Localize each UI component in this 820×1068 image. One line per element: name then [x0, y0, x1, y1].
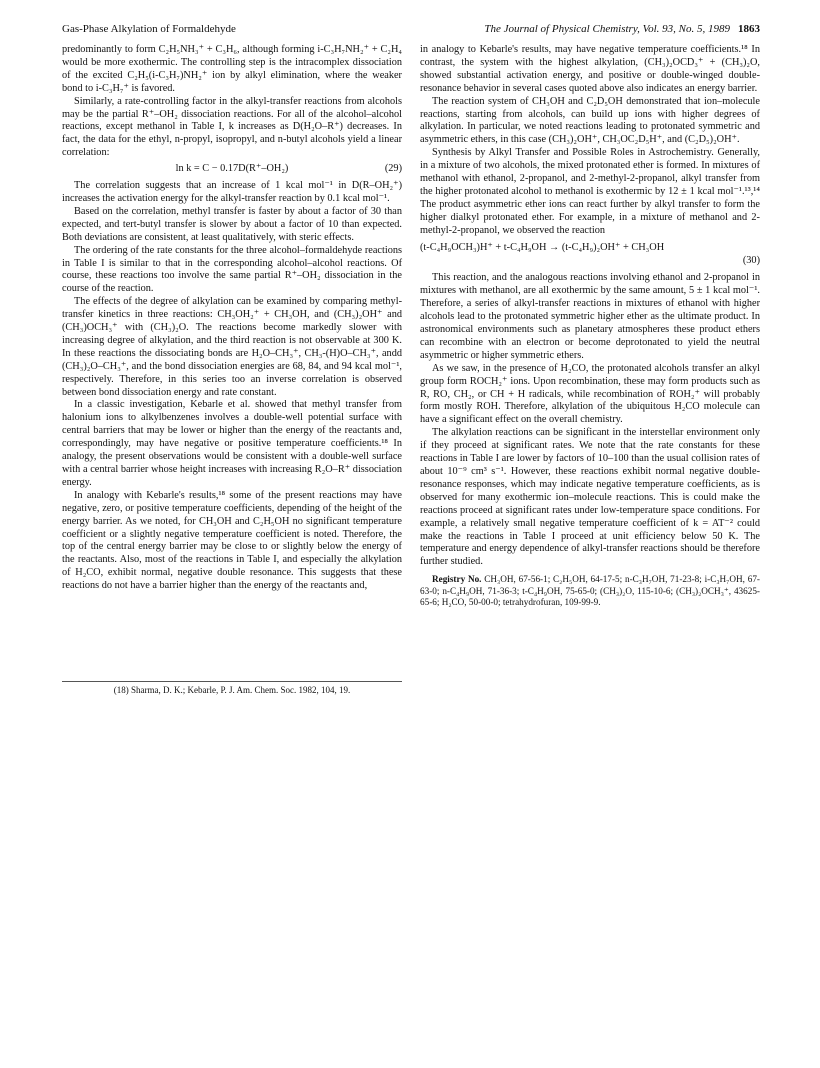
paragraph: The effects of the degree of alkylation can be examined by comparing methyl-transfer kinetics in three reactions: CH₃OH₂⁺ + CH₃OH, and (CH₃)₂OH⁺ and (CH₃)OCH₃⁺ with (CH₃)₂O. The reactions become markedly slower with increasing degree of alkylation, and the third reaction is not observable at 300 K. In these reactions the dissociating bonds are H₂O–CH₃⁺, CH₃-(H)O–CH₃⁺, andd (CH₃)₂O–CH₃⁺, and the bond dissociation energies are 68, 84, and 94 kcal mol⁻¹, respectively. Therefore, in this series too an inverse correlation is observed between bond dissociation energy and rate constant.: [62, 296, 402, 398]
paragraph: This reaction, and the analogous reactions involving ethanol and 2-propanol in mixtures with methanol, are all exothermic by the same amount, 5 ± 1 kcal mol⁻¹. Therefore, a series of alkyl-transfer reactions in mixtures of ethanol with higher alcohols lead to the protonated symmetric higher ether as the ultimate product. In astronomical environments such as planetary atmospheres these product ethers can recombine with an electron or become deprotonated to yield the neutral asymmetric or higher symmetric ethers.: [420, 272, 760, 361]
registry-numbers: [420, 574, 760, 609]
running-title: Gas-Phase Alkylation of Formaldehyde: [62, 23, 236, 35]
journal-citation: [484, 22, 760, 36]
paragraph: The correlation suggests that an increase of 1 kcal mol⁻¹ in D(R–OH₂⁺) increases the activation energy for the alkyl-transfer reaction by 0.1 kcal mol⁻¹.: [62, 180, 402, 204]
registry-label: Registry No.: [432, 574, 482, 585]
footnote-divider: [62, 681, 402, 682]
registry-text: CH₃OH, 67-56-1; C₂H₅OH, 64-17-5; n-C₃H₇OH, 71-23-8; i-C₃H₇OH, 67-63-0; n-C₄H₉OH, 71-36-3; t-C₄H₉OH, 75-65-0; (CH₃)₂O, 115-10-6; (CH₃)₂OCH₃⁺, 43625-65-6; H₂CO, 50-00-0; tetrahydrofuran, 109-99-9.: [420, 574, 760, 608]
paragraph: The alkylation reactions can be significant in the interstellar environment only if they proceed at significant rates. We note that the rate constants for these reactions in Table I are lower by factors of 10–100 than the usual collision rates of about 10⁻⁹ cm³ s⁻¹. However, these reactions exhibit normal negative double-resonance responses, which may indicate negative temperature coefficients, as is observed for many exothermic ion–molecule reactions. This is could make the reactions proceed at significant rates under low-temperature space conditions. For example, a relatively small negative temperature coefficient of k = AT⁻² could make the reactions in Table I proceed at unit efficiency below 50 K. The temperature and energy dependence of alkyl-transfer reactions should be therefore further studied.: [420, 427, 760, 568]
equation-body: ln k = C − 0.17D(R⁺–OH₂): [175, 163, 289, 175]
equation-body: (t-C₄H₉OCH₃)H⁺ + t-C₄H₉OH → (t-C₄H₉)₂OH⁺ + CH₃OH: [420, 241, 665, 253]
equation-29: [62, 163, 402, 176]
paragraph: As we saw, in the presence of H₂CO, the protonated alcohols transfer an alkyl group form ROCH₂⁺ ions. Upon recombination, these may form products such as R, RO, CH₂, or CH + H radicals, while recombination of ROH₂⁺ will probably form mostly ROH. Therefore, alkylation of the ubiquitous H₂CO molecule can have a significant effect on the overall chemistry.: [420, 362, 760, 426]
paragraph: predominantly to form C₂H₅NH₃⁺ + C₃H₆, although forming i-C₃H₇NH₂⁺ + C₂H₄ would be more exothermic. The controlling step is the intracomplex dissociation of the excited C₂H₅(i-C₃H₇)NH₂⁺ ion by alkyl elimination, where the weaker bond to i-C₃H₇⁺ is favored.: [62, 44, 402, 94]
section-paragraph: Synthesis by Alkyl Transfer and Possible Roles in Astrochemistry. Generally, in a mixture of two alcohols, the mixed protonated ether is formed. In mixtures of methanol with ethanol, 2-propanol, and 2-methyl-2-propanol, alkyl transfer from the higher protonated alcohol to methanol is exothermic by 12 ± 1 kcal mol⁻¹.¹³,¹⁴ The product asymmetric ether ions can react further by alkyl transfer to form the higher dialkyl protonated ether. For example, in a mixture of methanol and 2-methyl-2-propanol, we observed the reaction: [420, 147, 760, 236]
left-column: [62, 44, 402, 593]
paragraph: In a classic investigation, Kebarle et al. showed that methyl transfer from halonium ions to alkylbenzenes involves a double-well potential surface with central barriers that may be lower or higher than the energy of the reactants and, correspondingly, may have negative or positive temperature coefficients.¹⁸ In analogy, the present observations would be consistent with a double-well surface with a central barrier whose height increases with increasing R₂O–R⁺ dissociation energy.: [62, 399, 402, 488]
page-number: 1863: [738, 23, 760, 35]
paragraph: Similarly, a rate-controlling factor in the alkyl-transfer reactions from alcohols may be the partial R⁺–OH₂ dissociation reactions. For all of the alcohol–alcohol reactions, except methanol in Table I, k increases as D(H₂O–R⁺) decreases. In fact, the data for the ethyl, n-propyl, isopropyl, and n-butyl alcohols yield a linear correlation:: [62, 95, 402, 159]
running-header: [62, 22, 760, 42]
paragraph: The ordering of the rate constants for the three alcohol–formaldehyde reactions in Table I is similar to that in the corresponding alcohol–alcohol reactions. Of course, these reactions too involve the same partial R⁺–OH₂ dissociation in the course of the reaction.: [62, 244, 402, 295]
right-column: [420, 44, 760, 609]
footnote-18: (18) Sharma, D. K.; Kebarle, P. J. Am. Chem. Soc. 1982, 104, 19.: [113, 685, 351, 695]
equation-number: (30): [742, 254, 760, 266]
paragraph: In analogy with Kebarle's results,¹⁸ some of the present reactions may have negative, zero, or positive temperature coefficients, depending of the height of the energy barrier. As we noted, for CH₃OH and C₂H₅OH no significant temperature coefficient or a slightly negative temperature coefficient is noted. Therefore, the top of the central energy barrier may be close to or slightly below the energy of the reactants. Also, most of the reactions in Table I, and especially the alkylation of H₂CO, exhibit normal, negative double resonance. This suggests that these reactions do not have a barrier higher than the energy of the reactants and,: [62, 489, 402, 592]
paragraph: in analogy to Kebarle's results, may have negative temperature coefficients.¹⁸ In contrast, the system with the highest alkylation, (CH₃)₂OCD₃⁺ + (CH₃)₂O, showed substantial activation energy, and positive or double-winged double-resonance behavior in several cases quoted above also indicates an energy barrier.: [420, 44, 760, 94]
equation-number: (29): [384, 163, 402, 175]
journal-name: The Journal of Physical Chemistry, Vol. 93, No. 5, 1989: [484, 23, 730, 35]
paragraph: The reaction system of CH₃OH and C₂D₅OH demonstrated that ion–molecule reactions, starting from alcohols, can build up ions with higher degrees of alkylation. In particular, we noted reactions leading to protonated symmetric and asymmetric ethers, in this case (CH₃)₂OH⁺, CH₃OC₂D₅H⁺, and (C₂D₅)₂OH⁺.: [420, 95, 760, 146]
paragraph: Based on the correlation, methyl transfer is faster by about a factor of 30 than expected, and tert-butyl transfer is slower by about a factor of 10 than expected. Both deviations are consistent, at least qualitatively, with steric effects.: [62, 205, 402, 243]
equation-30: [420, 242, 760, 268]
